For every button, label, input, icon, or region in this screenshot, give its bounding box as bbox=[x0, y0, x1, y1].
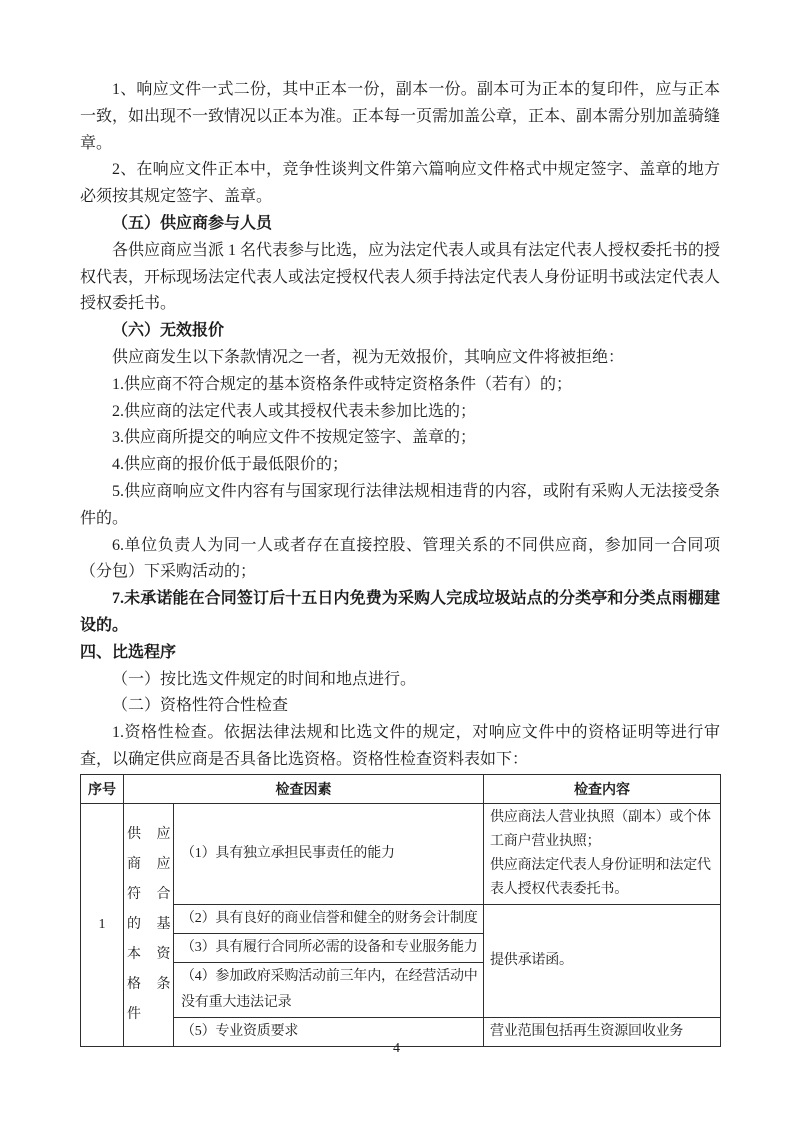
heading-section-6-invalid-quotation: （六）无效报价 bbox=[112, 322, 225, 340]
header-cell-seq-no: 序号 bbox=[81, 774, 124, 803]
paragraph-invalid-quotation-intro: 供应商发生以下条款情况之一者，视为无效报价，其响应文件将被拒绝： bbox=[112, 348, 625, 366]
table-row-factor-1 bbox=[81, 803, 721, 904]
paragraph-procedure-time-place: （一）按比选文件规定的时间和地点进行。 bbox=[112, 670, 417, 688]
cell-factor-1: （1）具有独立承担民事责任的能力 bbox=[174, 803, 484, 904]
paragraph-qualification-conformity-check: （二）资格性符合性检查 bbox=[112, 697, 289, 715]
paragraph-response-file-copies: 1、响应文件一式二份，其中正本一份，副本一份。副本可为正本的复印件，应与正本一致，如出现不一致情况以正本为准。正本每一页需加盖公章，正本、副本需分别加盖骑缝章。 bbox=[80, 81, 721, 152]
table-header-row bbox=[81, 774, 721, 803]
invalid-item-6: 6.单位负责人为同一人或者存在直接控股、管理关系的不同供应商，参加同一合同项（分包）下采购活动的； bbox=[80, 536, 720, 581]
cell-factor-3: （3）具有履行合同所必需的设备和专业服务能力 bbox=[174, 933, 484, 962]
cell-content-5-business-scope: 营业范围包括再生资源回收业务 bbox=[484, 1017, 721, 1046]
document-body bbox=[80, 77, 720, 1047]
header-cell-check-content: 检查内容 bbox=[484, 774, 721, 803]
table-row-factor-2 bbox=[81, 904, 721, 933]
paragraph-qualification-check-desc: 1.资格性检查。依据法律法规和比选文件的规定，对响应文件中的资格证明等进行审查，以确定供应商是否具备比选资格。资格性检查资料表如下： bbox=[80, 724, 720, 768]
paragraph-supplier-representative: 各供应商应当派 1 名代表参与比选，应为法定代表人或具有法定代表人授权委托书的授权代表，开标现场法定代表人或法定授权代表人须手持法定代表人身份证明书或法定代表人授权委托书。 bbox=[80, 241, 721, 313]
content-line-legal-rep-id: 供应商法定代表人身份证明和法定代表人授权代表委托书。 bbox=[490, 857, 711, 897]
invalid-item-1: 1.供应商不符合规定的基本资格条件或特定资格条件（若有）的； bbox=[112, 375, 573, 393]
invalid-item-2: 2.供应商的法定代表人或其授权代表未参加比选的； bbox=[112, 402, 477, 420]
cell-factor-5: （5）专业资质要求 bbox=[174, 1017, 484, 1046]
paragraph-original-signature-seal: 2、在响应文件正本中，竞争性谈判文件第六篇响应文件格式中规定签字、盖章的地方必须按其规定签字、盖章。 bbox=[80, 161, 720, 206]
cell-factor-2: （2）具有良好的商业信誉和健全的财务会计制度 bbox=[174, 904, 484, 933]
header-cell-check-factors: 检查因素 bbox=[124, 774, 484, 803]
cell-seq-no: 1 bbox=[81, 803, 124, 1046]
heading-section-4-procedure: 四、比选程序 bbox=[80, 643, 177, 661]
content-line-business-license: 供应商法人营业执照（副本）或个体工商户营业执照； bbox=[490, 809, 711, 849]
qualification-check-table bbox=[80, 774, 721, 1047]
cell-content-1 bbox=[484, 803, 721, 904]
invalid-item-7: 7.未承诺能在合同签订后十五日内免费为采购人完成垃圾站点的分类亭和分类点雨棚建设的。 bbox=[80, 590, 720, 634]
page-number: 4 bbox=[393, 1041, 400, 1056]
invalid-item-4: 4.供应商的报价低于最低限价的； bbox=[112, 456, 349, 474]
invalid-item-5: 5.供应商响应文件内容有与国家现行法律法规相违背的内容，或附有采购人无法接受条件的。 bbox=[80, 482, 720, 527]
cell-content-2-4-commitment: 提供承诺函。 bbox=[484, 904, 721, 1017]
cell-category-basic-qualification: 供应商应符合的基本资格条件 bbox=[124, 803, 174, 1046]
heading-section-5-participants: （五）供应商参与人员 bbox=[112, 214, 273, 232]
invalid-item-3: 3.供应商所提交的响应文件不按规定签字、盖章的； bbox=[112, 429, 477, 447]
cell-factor-4: （4）参加政府采购活动前三年内，在经营活动中没有重大违法记录 bbox=[174, 962, 484, 1017]
